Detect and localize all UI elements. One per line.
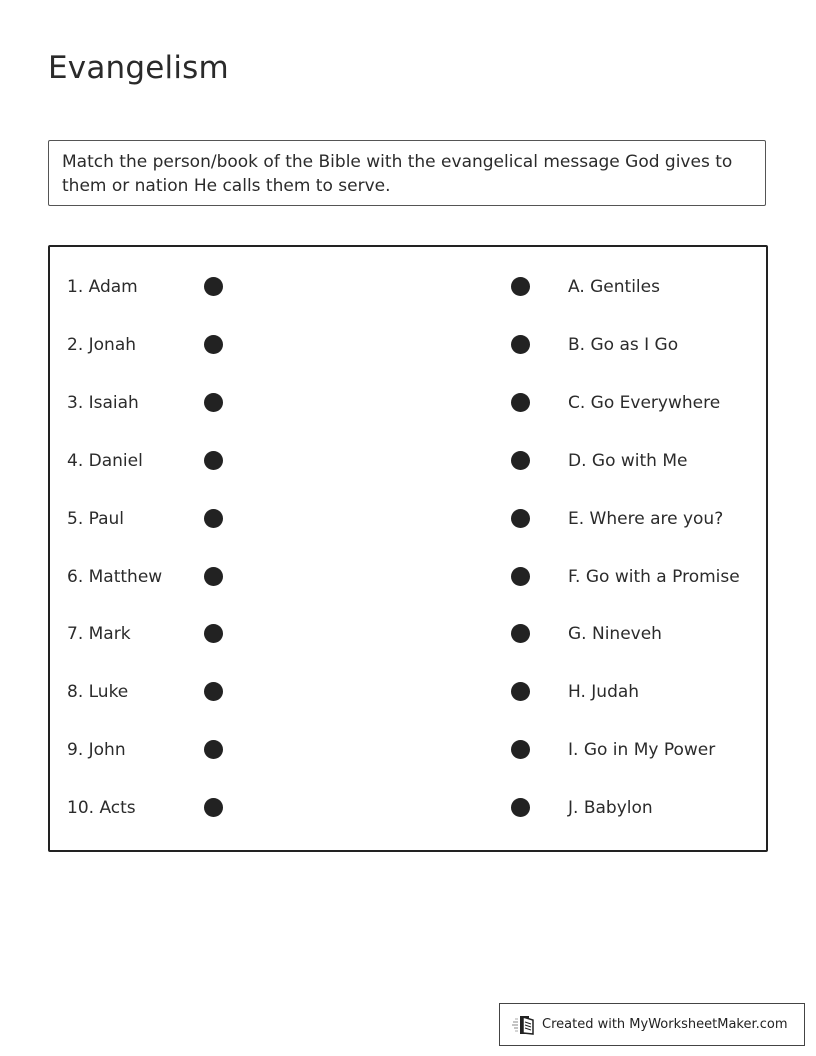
right-connector-dot[interactable] [511, 393, 530, 412]
worksheet-maker-logo-icon [512, 1014, 536, 1036]
left-item-label: 3. Isaiah [67, 393, 139, 413]
match-row [50, 330, 766, 360]
left-item-label: 4. Daniel [67, 451, 143, 471]
match-row [50, 735, 766, 765]
right-item-label: H. Judah [568, 682, 640, 702]
right-item-label: B. Go as I Go [568, 335, 679, 355]
right-connector-dot[interactable] [511, 798, 530, 817]
right-item-label: D. Go with Me [568, 451, 688, 471]
worksheet-title: Evangelism [48, 50, 229, 86]
right-item-label: G. Nineveh [568, 624, 662, 644]
match-row [50, 619, 766, 649]
left-connector-dot[interactable] [204, 509, 223, 528]
right-item-label: C. Go Everywhere [568, 393, 721, 413]
match-row [50, 446, 766, 476]
right-connector-dot[interactable] [511, 509, 530, 528]
right-connector-dot[interactable] [511, 682, 530, 701]
left-item-label: 1. Adam [67, 277, 138, 297]
left-connector-dot[interactable] [204, 277, 223, 296]
left-item-label: 10. Acts [67, 798, 136, 818]
left-connector-dot[interactable] [204, 393, 223, 412]
matching-box [48, 245, 768, 852]
footer-credit-text: Created with MyWorksheetMaker.com [542, 1017, 788, 1032]
left-connector-dot[interactable] [204, 335, 223, 354]
left-item-label: 7. Mark [67, 624, 131, 644]
match-row [50, 388, 766, 418]
match-row [50, 677, 766, 707]
right-connector-dot[interactable] [511, 624, 530, 643]
match-row [50, 562, 766, 592]
left-connector-dot[interactable] [204, 624, 223, 643]
left-connector-dot[interactable] [204, 451, 223, 470]
left-connector-dot[interactable] [204, 567, 223, 586]
right-connector-dot[interactable] [511, 335, 530, 354]
match-row [50, 272, 766, 302]
left-item-label: 8. Luke [67, 682, 129, 702]
instructions-text: Match the person/book of the Bible with the evangelical message God gives to them or nation He calls them to serve. [62, 152, 733, 196]
right-connector-dot[interactable] [511, 567, 530, 586]
right-item-label: F. Go with a Promise [568, 567, 740, 587]
created-with-badge[interactable] [499, 1003, 805, 1046]
left-connector-dot[interactable] [204, 740, 223, 759]
match-row [50, 793, 766, 823]
right-connector-dot[interactable] [511, 451, 530, 470]
left-item-label: 2. Jonah [67, 335, 137, 355]
right-connector-dot[interactable] [511, 277, 530, 296]
right-item-label: I. Go in My Power [568, 740, 716, 760]
instructions-box [48, 140, 766, 206]
left-item-label: 9. John [67, 740, 126, 760]
left-item-label: 6. Matthew [67, 567, 163, 587]
left-item-label: 5. Paul [67, 509, 125, 529]
left-connector-dot[interactable] [204, 682, 223, 701]
right-connector-dot[interactable] [511, 740, 530, 759]
right-item-label: E. Where are you? [568, 509, 724, 529]
match-row [50, 504, 766, 534]
right-item-label: J. Babylon [568, 798, 653, 818]
left-connector-dot[interactable] [204, 798, 223, 817]
right-item-label: A. Gentiles [568, 277, 660, 297]
